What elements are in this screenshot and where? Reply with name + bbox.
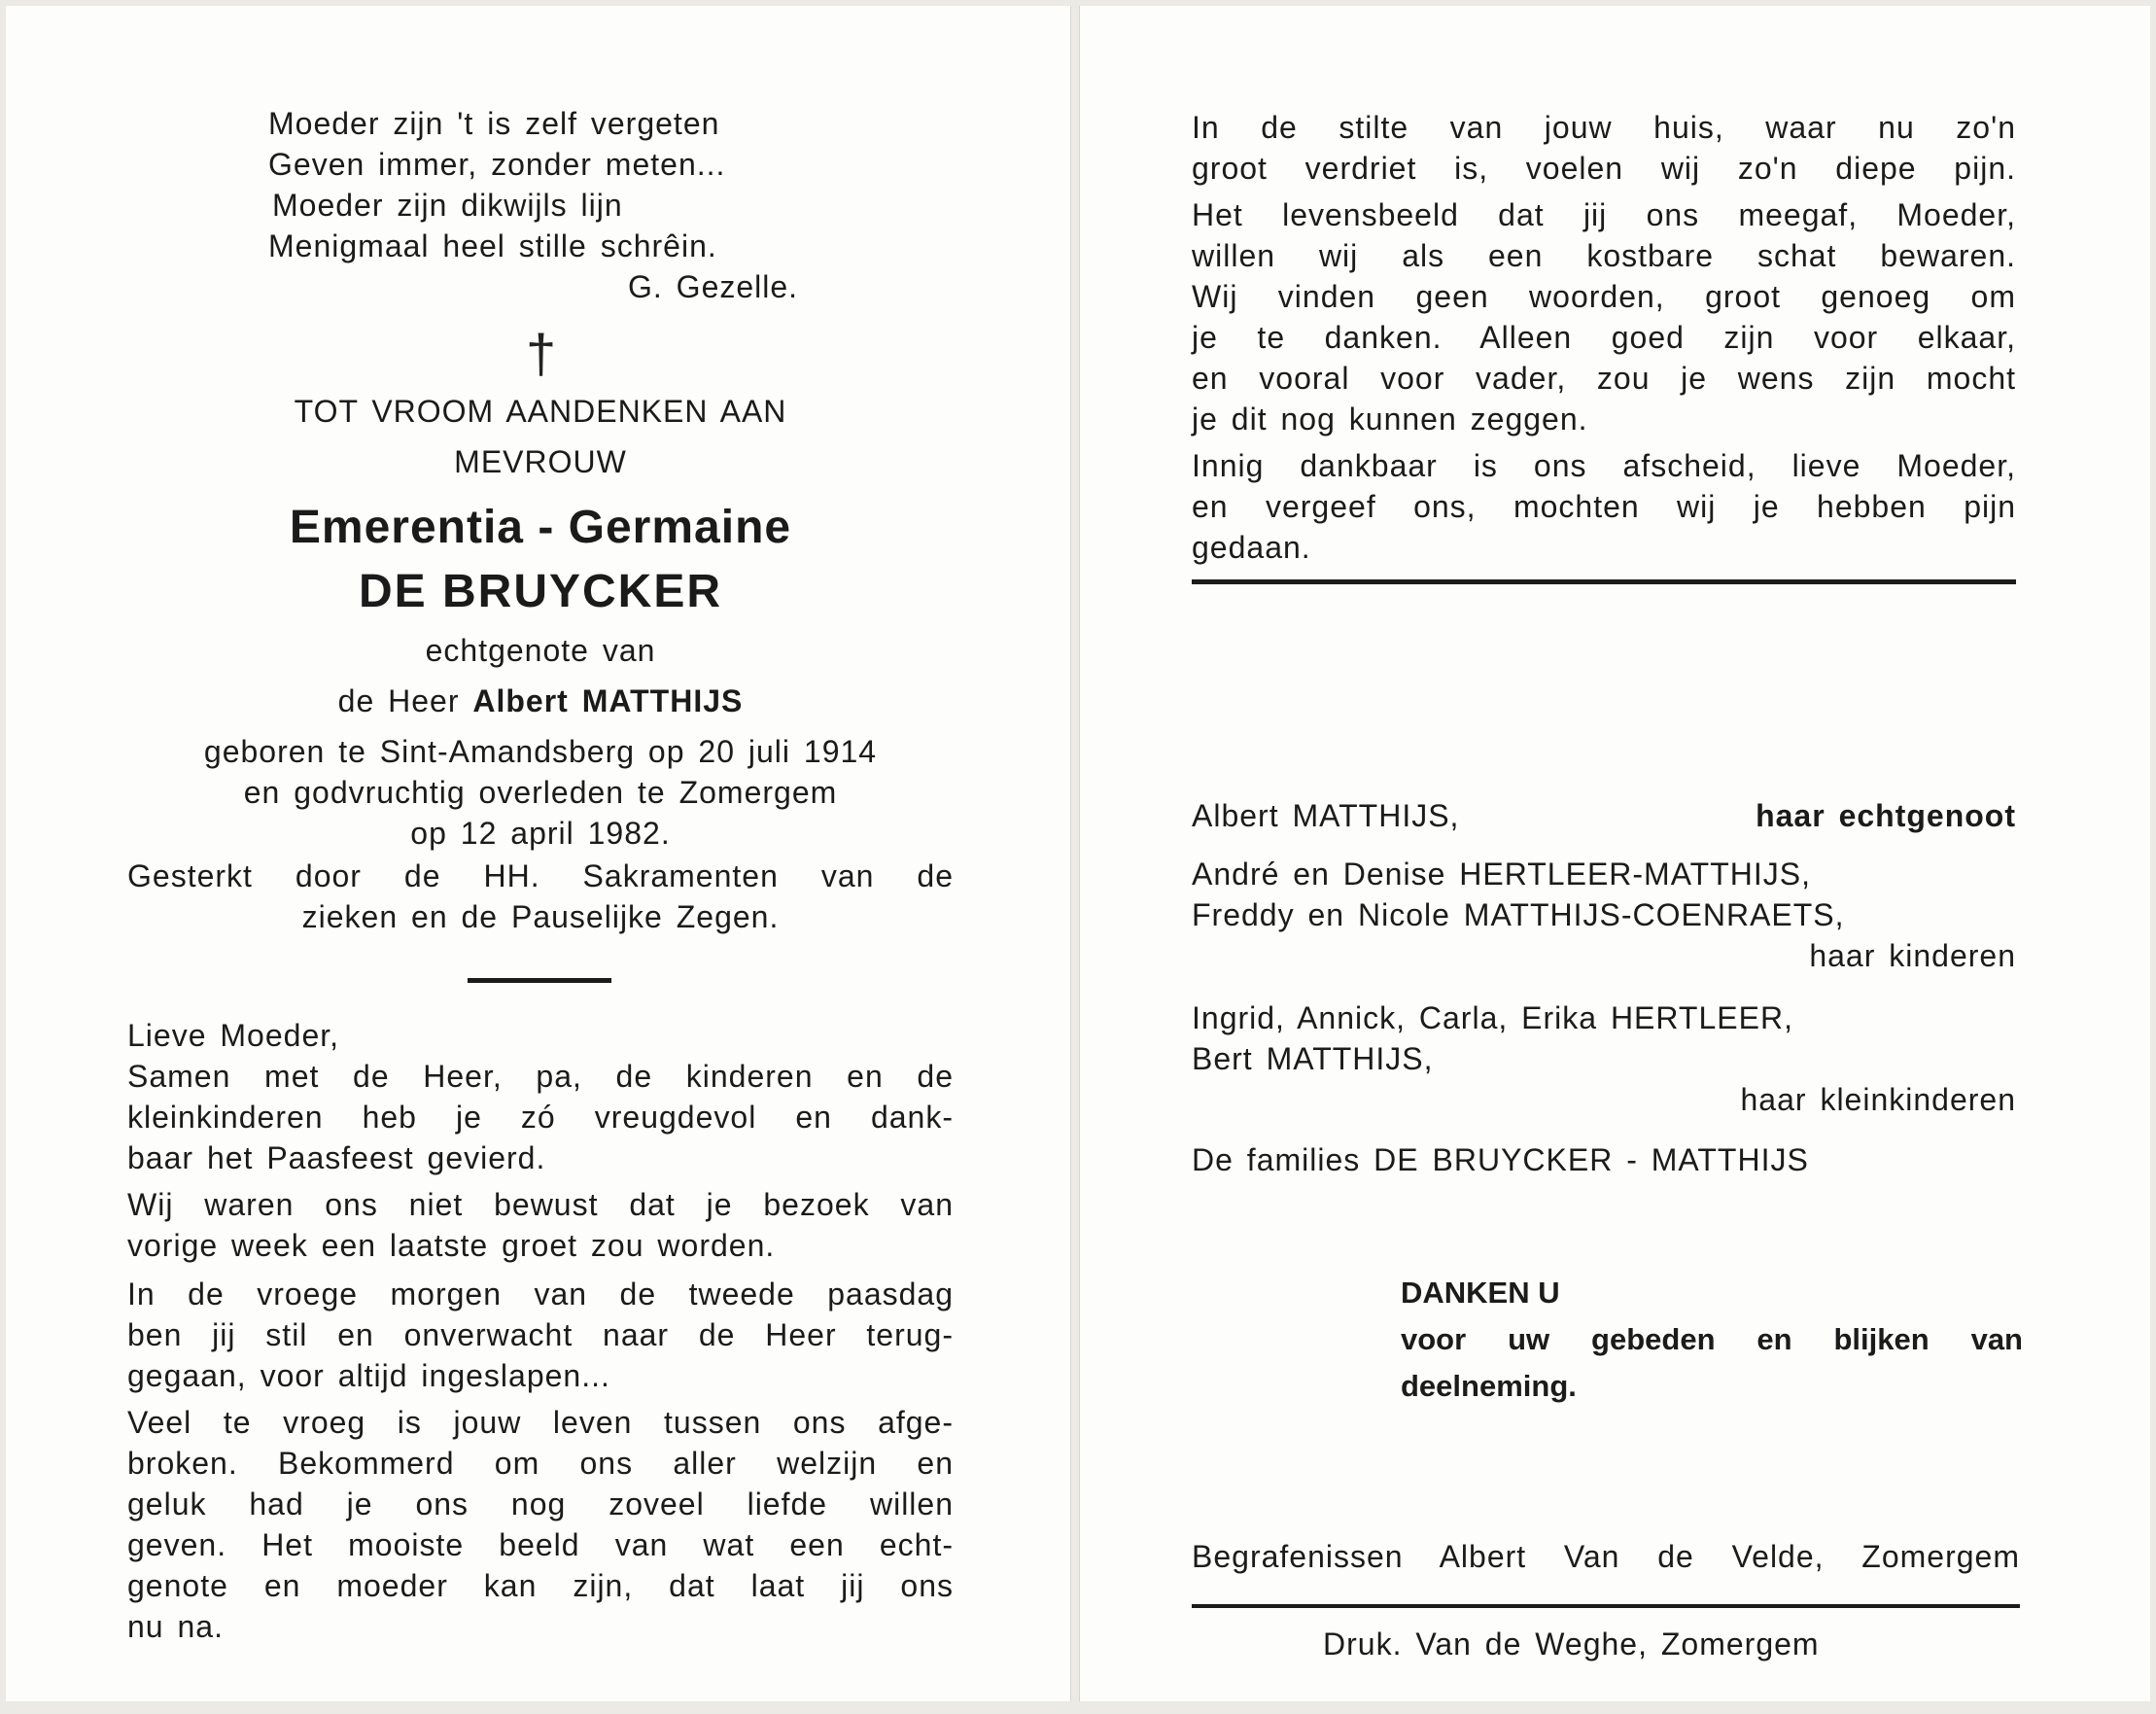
poem-line: Menigmaal heel stille schrêin.: [268, 228, 717, 263]
text-line: In de stilte van jouw huis, waar nu zo'n: [1192, 110, 2016, 145]
text-line: Wij vinden geen woorden, groot genoeg om: [1192, 279, 2016, 314]
family-grandchildren: [1192, 997, 2016, 1120]
spouse-prefix: de Heer: [337, 683, 460, 718]
memorial-intro: TOT VROOM AANDENKEN AAN: [294, 394, 787, 429]
birth-death-info: [122, 731, 958, 854]
poem-line: Moeder zijn dikwijls lijn: [272, 188, 623, 223]
cross-icon: †: [526, 323, 557, 384]
spouse-name: Albert MATTHIJS: [472, 683, 744, 718]
thanks-heading: DANKEN U: [1401, 1276, 1560, 1310]
text-line: geven. Het mooiste beeld van wat een echt-: [127, 1527, 954, 1562]
deceased-last-name: DE BRUYCKER: [358, 566, 723, 617]
text-line: Innig dankbaar is ons afscheid, lieve Moeder,: [1192, 448, 2016, 483]
left-page: [6, 6, 1071, 1701]
paragraph: [127, 1402, 954, 1647]
text-line: Wij waren ons niet bewust dat je bezoek van: [127, 1187, 954, 1222]
spouse-intro: echtgenote van: [425, 633, 656, 668]
text-line: genote en moeder kan zijn, dat laat jij ons: [127, 1568, 954, 1603]
text-line: gedaan.: [1192, 530, 1311, 565]
sacraments-line: zieken en de Pauselijke Zegen.: [301, 899, 780, 934]
children-role: haar kinderen: [1809, 938, 2016, 973]
text-line: gegaan, voor altijd ingeslapen...: [127, 1358, 610, 1393]
family-children: [1192, 854, 2016, 976]
text-line: vorige week een laatste groet zou worden.: [127, 1228, 776, 1263]
spouse-line: [122, 681, 958, 721]
text-line: en vooral voor vader, zou je wens zijn mocht: [1192, 361, 2016, 396]
paragraph: [1192, 107, 2016, 189]
family-husband: [1192, 795, 2016, 836]
paragraph: [1192, 194, 2016, 439]
sacraments-text: [127, 856, 954, 937]
text-line: geluk had je ons nog zoveel liefde willen: [127, 1487, 954, 1522]
text-line: je te danken. Alleen goed zijn voor elkaar,: [1192, 320, 2016, 355]
thanks-line: deelneming.: [1401, 1369, 1577, 1403]
grandchild-line: Ingrid, Annick, Carla, Erika HERTLEER,: [1192, 1000, 1793, 1035]
poem-line: Geven immer, zonder meten...: [268, 147, 726, 182]
funeral-home: Begrafenissen Albert Van de Velde, Zomergem: [1192, 1539, 2020, 1574]
grandchildren-role: haar kleinkinderen: [1740, 1082, 2016, 1117]
text-line: broken. Bekommerd om ons aller welzijn en: [127, 1446, 954, 1481]
paragraph: [127, 1274, 954, 1396]
text-line: Het levensbeeld dat jij ons meegaf, Moeder,: [1192, 197, 2016, 232]
printer-credit: Druk. Van de Weghe, Zomergem: [1323, 1627, 1820, 1662]
paragraph: [127, 1056, 954, 1178]
text-line: Samen met de Heer, pa, de kinderen en de: [127, 1059, 954, 1094]
death-line: en godvruchtig overleden te Zomergem: [243, 775, 838, 810]
death-date-line: op 12 april 1982.: [410, 816, 671, 851]
paragraph: [1192, 445, 2016, 568]
families-line: De families DE BRUYCKER - MATTHIJS: [1192, 1142, 1809, 1177]
family-families: [1192, 1139, 2016, 1180]
poem-line: Moeder zijn 't is zelf vergeten: [268, 106, 720, 141]
divider: [468, 978, 611, 983]
paragraph: [127, 1184, 954, 1266]
text-line: willen wij als een kostbare schat bewaren.: [1192, 238, 2016, 273]
child-line: André en Denise HERTLEER-MATTHIJS,: [1192, 857, 1811, 892]
thanks-line: voor uw gebeden en blijken van: [1401, 1322, 2023, 1356]
poem: [268, 103, 852, 307]
text-line: je dit nog kunnen zeggen.: [1192, 402, 1588, 437]
deceased-first-names: Emerentia - Germaine: [289, 502, 792, 553]
text-line: kleinkinderen heb je zó vreugdevol en dank-: [127, 1100, 954, 1135]
husband-role: haar echtgenoot: [1756, 798, 2016, 833]
husband-name: Albert MATTHIJS,: [1192, 798, 1460, 833]
child-line: Freddy en Nicole MATTHIJS-COENRAETS,: [1192, 897, 1845, 932]
text-line: ben jij stil en onverwacht naar de Heer terug-: [127, 1317, 954, 1352]
right-page: [1079, 6, 2150, 1701]
text-line: groot verdriet is, voelen wij zo'n diepe pijn.: [1192, 151, 2016, 186]
text-line: In de vroege morgen van de tweede paasdag: [127, 1277, 954, 1312]
text-line: baar het Paasfeest gevierd.: [127, 1140, 546, 1175]
text-line: nu na.: [127, 1609, 224, 1644]
thanks-block: [1401, 1270, 2023, 1410]
divider: [1192, 579, 2016, 584]
salutation: [127, 1015, 954, 1056]
title-mevrouw: MEVROUW: [454, 444, 627, 479]
text-line: en vergeef ons, mochten wij je hebben pijn: [1192, 489, 2016, 524]
poem-author: G. Gezelle.: [628, 269, 799, 304]
birth-line: geboren te Sint-Amandsberg op 20 juli 1914: [203, 734, 878, 769]
grandchild-line: Bert MATTHIJS,: [1192, 1041, 1434, 1076]
text-line: Veel te vroeg is jouw leven tussen ons afge-: [127, 1405, 954, 1440]
divider: [1192, 1604, 2020, 1608]
sacraments-line: Gesterkt door de HH. Sakramenten van de: [127, 858, 954, 893]
salutation-text: Lieve Moeder,: [127, 1018, 340, 1053]
